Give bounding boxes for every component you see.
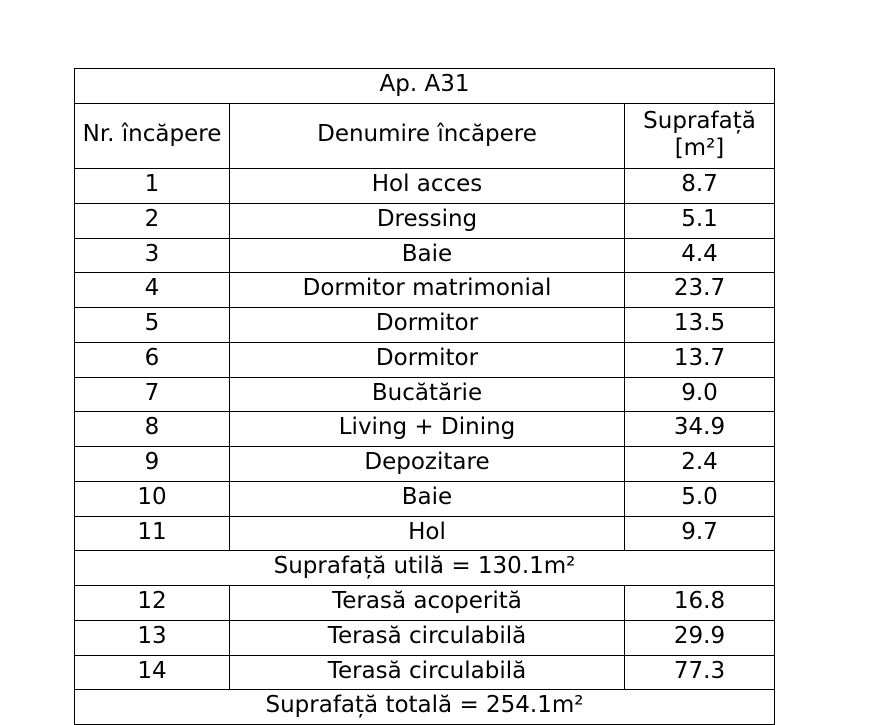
row-nr: 5 (75, 308, 230, 343)
row-nr: 13 (75, 620, 230, 655)
row-name: Terasă circulabilă (230, 655, 625, 690)
row-name: Dormitor (230, 342, 625, 377)
table-row (75, 655, 775, 690)
row-name: Hol (230, 516, 625, 551)
row-area: 29.9 (625, 620, 775, 655)
row-area: 5.0 (625, 481, 775, 516)
header-nr: Nr. încăpere (75, 103, 230, 168)
row-nr: 12 (75, 586, 230, 621)
row-name: Baie (230, 481, 625, 516)
row-area: 8.7 (625, 169, 775, 204)
row-nr: 7 (75, 377, 230, 412)
table-row (75, 342, 775, 377)
row-area: 34.9 (625, 412, 775, 447)
row-area: 16.8 (625, 586, 775, 621)
usable-area-subtotal: Suprafață utilă = 130.1m² (75, 551, 775, 586)
row-nr: 9 (75, 447, 230, 482)
table-title-row (75, 69, 775, 104)
total-area: Suprafață totală = 254.1m² (75, 690, 775, 725)
table-row (75, 203, 775, 238)
row-nr: 1 (75, 169, 230, 204)
row-area: 23.7 (625, 273, 775, 308)
row-name: Living + Dining (230, 412, 625, 447)
row-area: 4.4 (625, 238, 775, 273)
table-row (75, 238, 775, 273)
subtotal-row (75, 551, 775, 586)
table-row (75, 377, 775, 412)
table-header-row (75, 103, 775, 168)
row-name: Baie (230, 238, 625, 273)
row-area: 2.4 (625, 447, 775, 482)
row-name: Depozitare (230, 447, 625, 482)
header-area (625, 103, 775, 168)
table-row (75, 169, 775, 204)
table-row (75, 516, 775, 551)
table-row (75, 412, 775, 447)
table-row (75, 447, 775, 482)
row-name: Dressing (230, 203, 625, 238)
row-area: 9.7 (625, 516, 775, 551)
row-area: 13.7 (625, 342, 775, 377)
row-name: Dormitor (230, 308, 625, 343)
row-nr: 8 (75, 412, 230, 447)
apartment-area-table (74, 68, 775, 725)
table-row (75, 620, 775, 655)
row-area: 77.3 (625, 655, 775, 690)
row-name: Terasă acoperită (230, 586, 625, 621)
row-area: 13.5 (625, 308, 775, 343)
row-nr: 3 (75, 238, 230, 273)
row-name: Dormitor matrimonial (230, 273, 625, 308)
apartment-area-table-container (74, 68, 774, 725)
row-nr: 4 (75, 273, 230, 308)
row-area: 5.1 (625, 203, 775, 238)
row-nr: 14 (75, 655, 230, 690)
row-nr: 11 (75, 516, 230, 551)
table-row (75, 586, 775, 621)
row-nr: 6 (75, 342, 230, 377)
table-row (75, 481, 775, 516)
row-nr: 2 (75, 203, 230, 238)
total-row (75, 690, 775, 725)
table-row (75, 273, 775, 308)
row-name: Bucătărie (230, 377, 625, 412)
header-area-line1: Suprafață (643, 107, 756, 134)
row-area: 9.0 (625, 377, 775, 412)
table-body (75, 69, 775, 725)
row-name: Hol acces (230, 169, 625, 204)
row-name: Terasă circulabilă (230, 620, 625, 655)
table-title: Ap. A31 (75, 69, 775, 104)
table-row (75, 308, 775, 343)
row-nr: 10 (75, 481, 230, 516)
header-name: Denumire încăpere (230, 103, 625, 168)
header-area-line2: [m²] (674, 134, 725, 161)
